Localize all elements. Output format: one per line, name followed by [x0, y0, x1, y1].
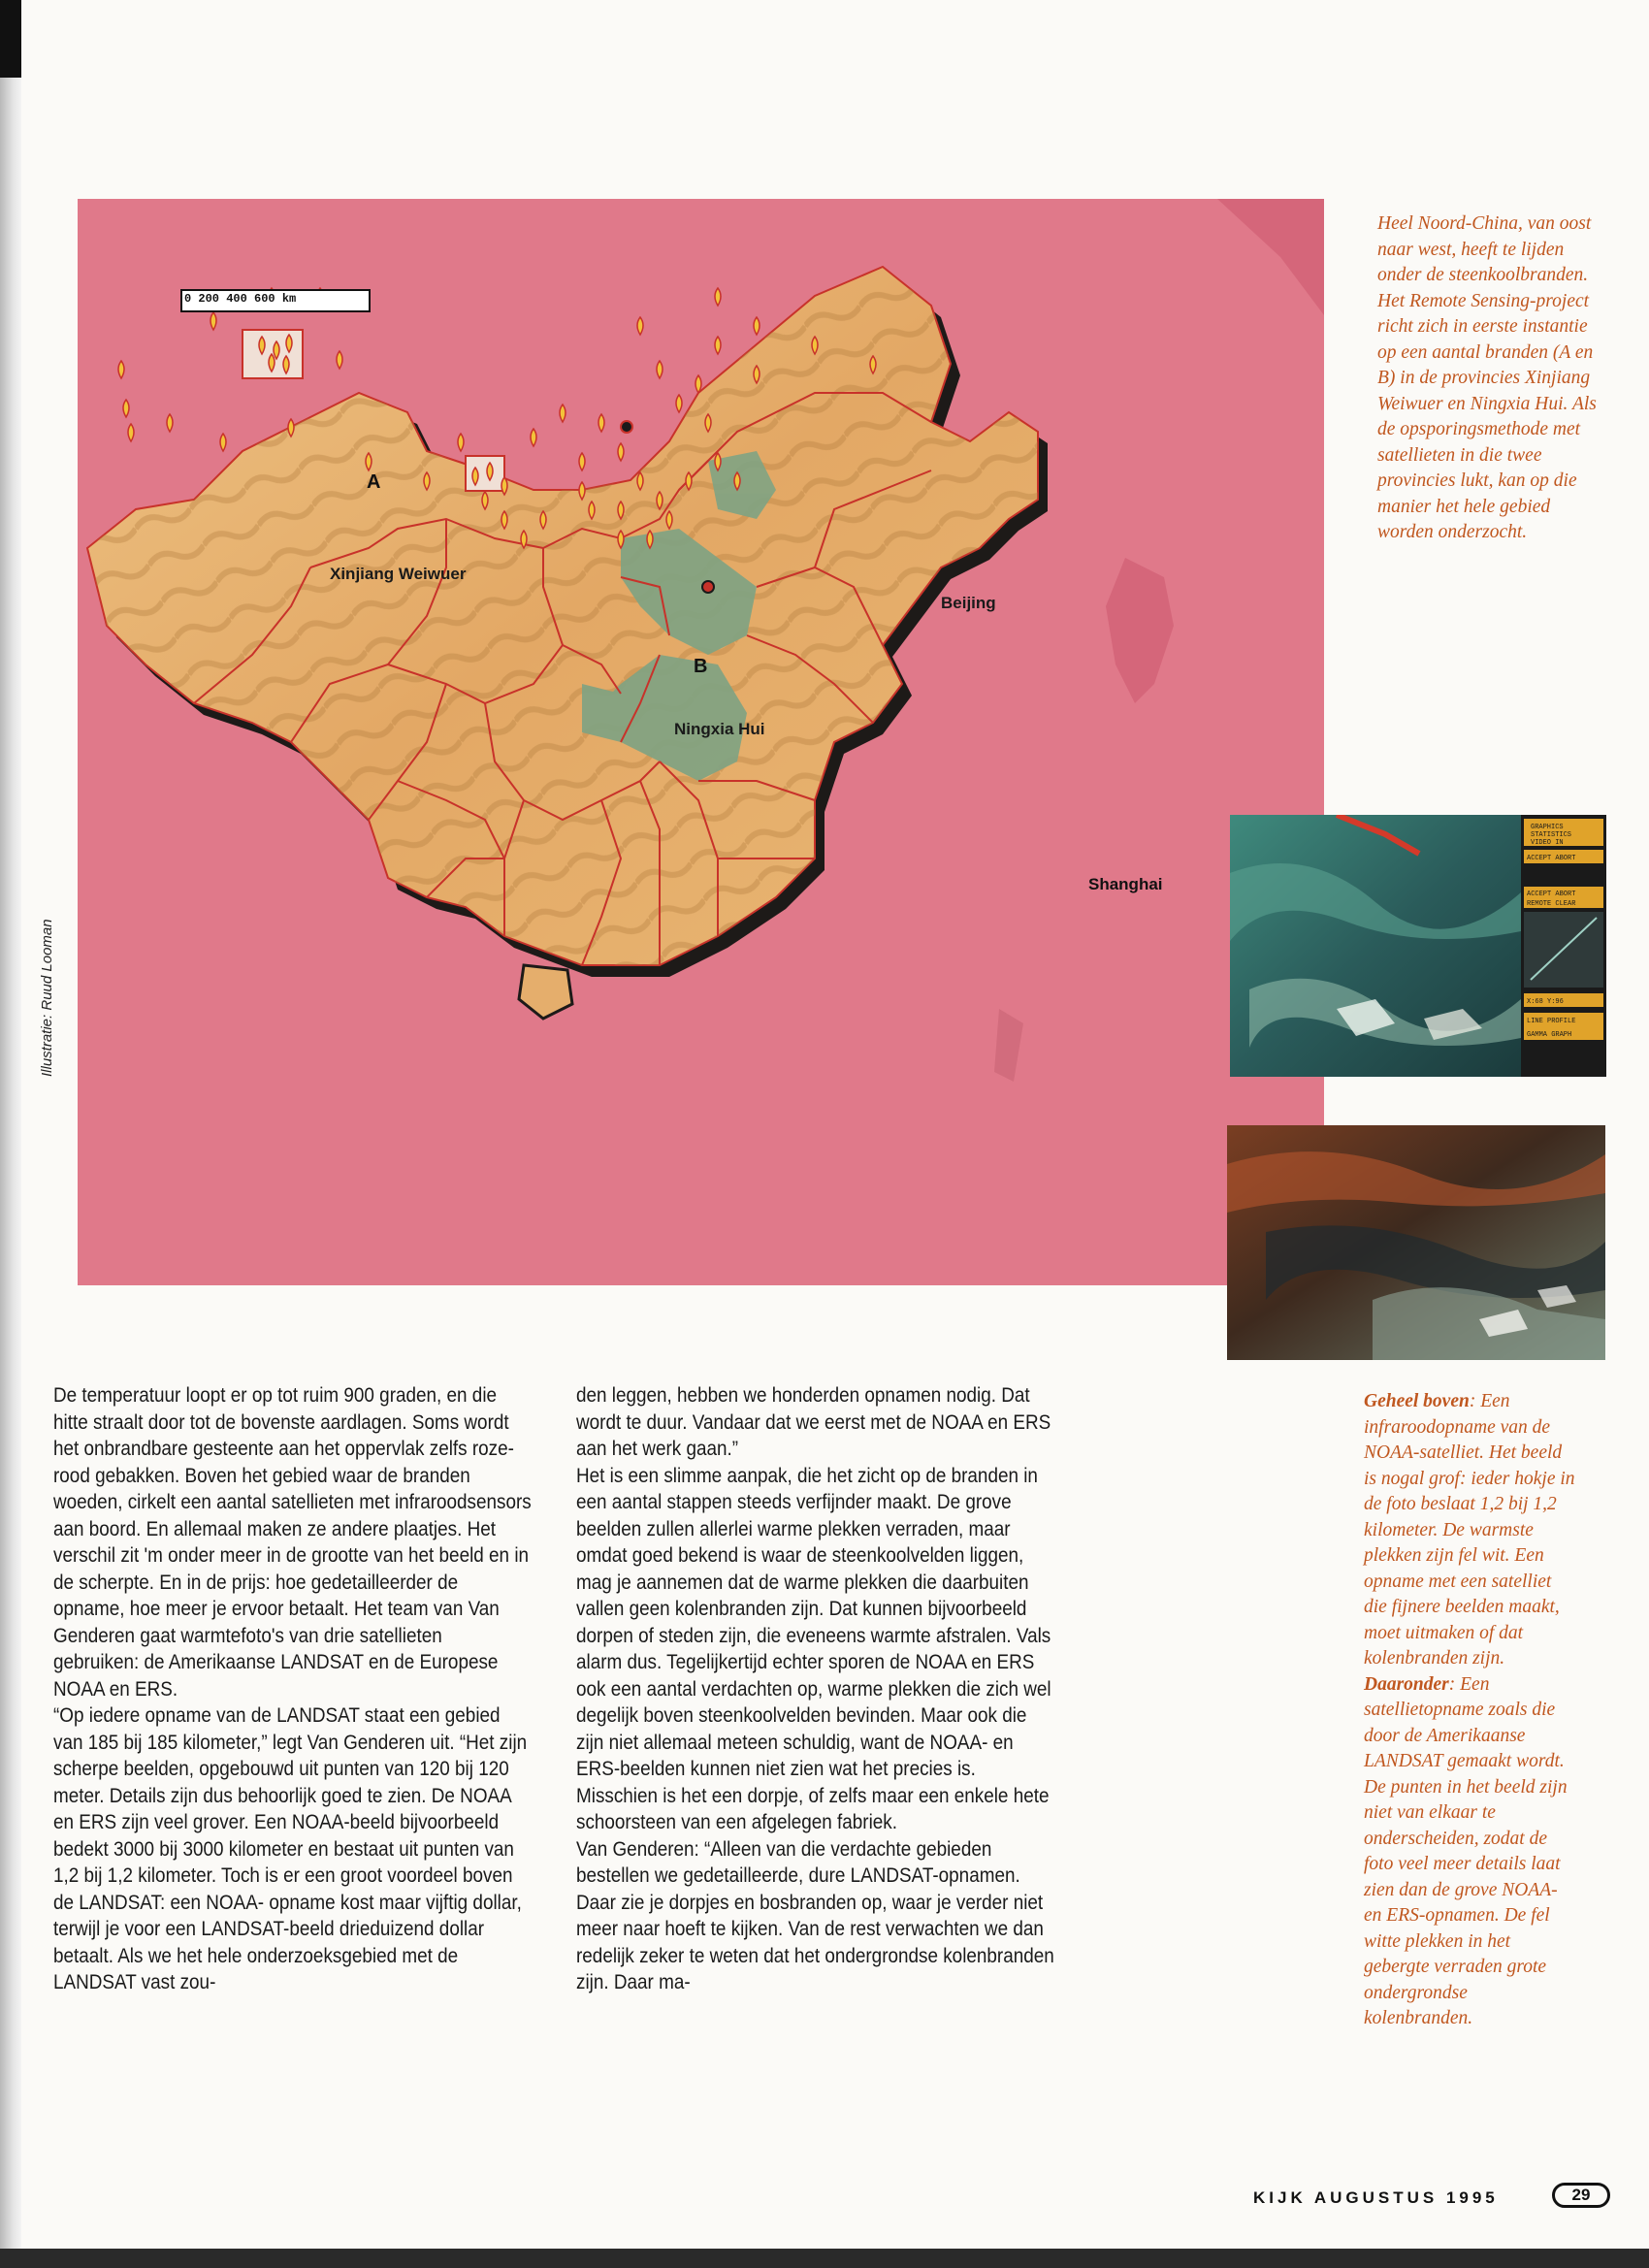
shanghai-label: Shanghai: [1088, 875, 1163, 893]
region-b-label: B: [694, 656, 708, 677]
region-b-box: [466, 456, 504, 491]
map-caption: Heel Noord-China, van oost naar west, heeft te lijden onder de steenkoolbranden. Het Remote Sensing-project richt zich in eerste instantie op een aantal branden (A en B) in de provincies Xinjiang Weiwuer en Ningxia Hui. Als de opsporingsmethode met satellieten in die twee provincies lukt, kan op die manier het hele gebied worden onderzocht.: [1377, 213, 1597, 542]
landsat-satellite-image: [1227, 1125, 1605, 1360]
article-column-2: [576, 1382, 1054, 1996]
noaa-satellite-image: [1230, 815, 1606, 1077]
sat-panel-button: STATISTICS: [1531, 831, 1572, 839]
sat-panel-button: GAMMA GRAPH: [1527, 1031, 1572, 1039]
beijing-dot: [621, 421, 632, 433]
map-scale-label: 0 200 400 600 km: [184, 292, 297, 306]
china-map-graphic: [78, 199, 1324, 1285]
article-column-1: [53, 1382, 532, 1996]
page-number: 29: [1552, 2183, 1610, 2208]
region-a-label: A: [367, 471, 381, 493]
scan-bottom-edge: [0, 2249, 1649, 2268]
sat-panel-button: ACCEPT ABORT: [1527, 891, 1576, 898]
sat-panel-button: VIDEO IN: [1531, 839, 1564, 847]
beijing-label: Beijing: [941, 594, 996, 612]
shanghai-dot: [702, 581, 714, 593]
sat-panel-button: ACCEPT ABORT: [1527, 855, 1576, 862]
caption-lead-daaronder: Daaronder: [1364, 1673, 1449, 1695]
ningxia-label: Ningxia Hui: [674, 720, 765, 738]
caption-text-boven: : Een infraroodopname van de NOAA-satelliet. Het beeld is nogal grof: ieder hokje in de foto beslaat 1,2 bij 1,2 kilometer. De warmste plekken zijn fel wit. Een opname met een satelliet die fijnere beelden maakt, moet uitmaken of dat kolenbranden zijn.: [1364, 1391, 1575, 1669]
sat-panel-button: GRAPHICS: [1531, 824, 1564, 831]
paragraph: “Op iedere opname van de LANDSAT staat een gebied van 185 bij 185 kilometer,” legt Van Genderen uit. “Het zijn scherpe beelden, opgebouwd uit punten van 120 bij 120 meter. Details zijn dus behoorlijk goed te zien. De NOAA en ERS zijn veel grover. Een NOAA-beeld bijvoorbeeld bedekt 3000 bij 3000 kilometer en bestaat uit punten van 1,2 bij 1,2 kilometer. Toch is er een groot voordeel boven de LANDSAT: een NOAA- opname kost maar vijftig dollar, terwijl je voor een LANDSAT-beeld drieduizend dollar betaalt. Als we het hele onderzoeksgebied met de LANDSAT vast zou-: [53, 1704, 528, 1993]
scan-edge-mark: [0, 0, 21, 78]
paragraph: Het is een slimme aanpak, die het zicht op de branden in een aantal stappen steeds verfijnder maakt. De grove beelden zullen allerlei warme plekken verraden, maar omdat goed bekend is waar de steenkoolvelden liggen, mag je aannemen dat de warme plekken die daarbuiten vallen geen kolenbranden zijn. Dat kunnen bijvoorbeeld dorpen of steden zijn, die eveneens warmte afstralen. Vals alarm dus. Tegelijkertijd echter sporen de NOAA en ERS ook een aantal verdachten op, warme plekken die zich wel degelijk boven steenkoolvelden bevinden. Maar ook die zijn niet allemaal meteen schuldig, want de NOAA- en ERS-beelden kunnen niet zien wat het precies is. Misschien is het een dorpje, of zelfs maar een enkele hete schoorsteen van een afgelegen fabriek.: [576, 1464, 1051, 1833]
paragraph: De temperatuur loopt er op tot ruim 900 graden, en die hitte straalt door tot de bovenste aardlagen. Soms wordt het onbrandbare gesteente aan het oppervlak zelfs roze-rood gebakken. Boven het gebied waar de branden woeden, cirkelt een aantal satellieten met infraroodsensors aan boord. En allemaal maken ze andere plaatjes. Het verschil zit 'm onder meer in de grootte van het beeld en in de scherpte. En in de prijs: hoe gedetailleerder de opname, hoe meer je ervoor betaalt. Het team van Van Genderen gaat warmtefoto's van drie satellieten gebruiken: de Amerikaanse LANDSAT en de Europese NOAA en ERS.: [53, 1384, 532, 1701]
china-map: [78, 199, 1324, 1285]
sat-panel-button: LINE PROFILE: [1527, 1018, 1576, 1025]
sat-panel-readout: X:68 Y:96: [1527, 998, 1564, 1006]
sat-panel-button: REMOTE CLEAR: [1527, 900, 1576, 908]
paragraph: den leggen, hebben we honderden opnamen nodig. Dat wordt te duur. Vandaar dat we eerst met de NOAA en ERS aan het werk gaan.”: [576, 1384, 1051, 1460]
page-spine-shadow: [0, 0, 21, 2268]
noaa-image-graphic: [1230, 815, 1606, 1077]
landsat-image-graphic: [1227, 1125, 1605, 1360]
caption-lead-boven: Geheel boven: [1364, 1391, 1470, 1411]
xinjiang-label: Xinjiang Weiwuer: [330, 565, 467, 583]
illustration-credit: Illustratie: Ruud Looman: [39, 919, 55, 1077]
magazine-footer: KIJK AUGUSTUS 1995: [1253, 2188, 1499, 2207]
paragraph: Van Genderen: “Alleen van die verdachte gebieden bestellen we gedetailleerde, dure LANDSAT-opnamen. Daar zie je dorpjes en bosbranden op, waar je verder niet meer naar hoeft te kijken. Van de rest verwachten we dan redelijk zeker te weten dat het ondergrondse kolenbranden zijn. Daar ma-: [576, 1837, 1054, 1993]
caption-text-daaronder: : Een satellietopname zoals die door de Amerikaanse LANDSAT gemaakt wordt. De punten in het beeld zijn niet van elkaar te onderscheiden, zodat de foto veel meer details laat zien dan de grove NOAA- en ERS-opnamen. De fel witte plekken in het gebergte verraden grote ondergrondse kolenbranden.: [1364, 1673, 1568, 2028]
satellite-caption: [1364, 1389, 1577, 2032]
